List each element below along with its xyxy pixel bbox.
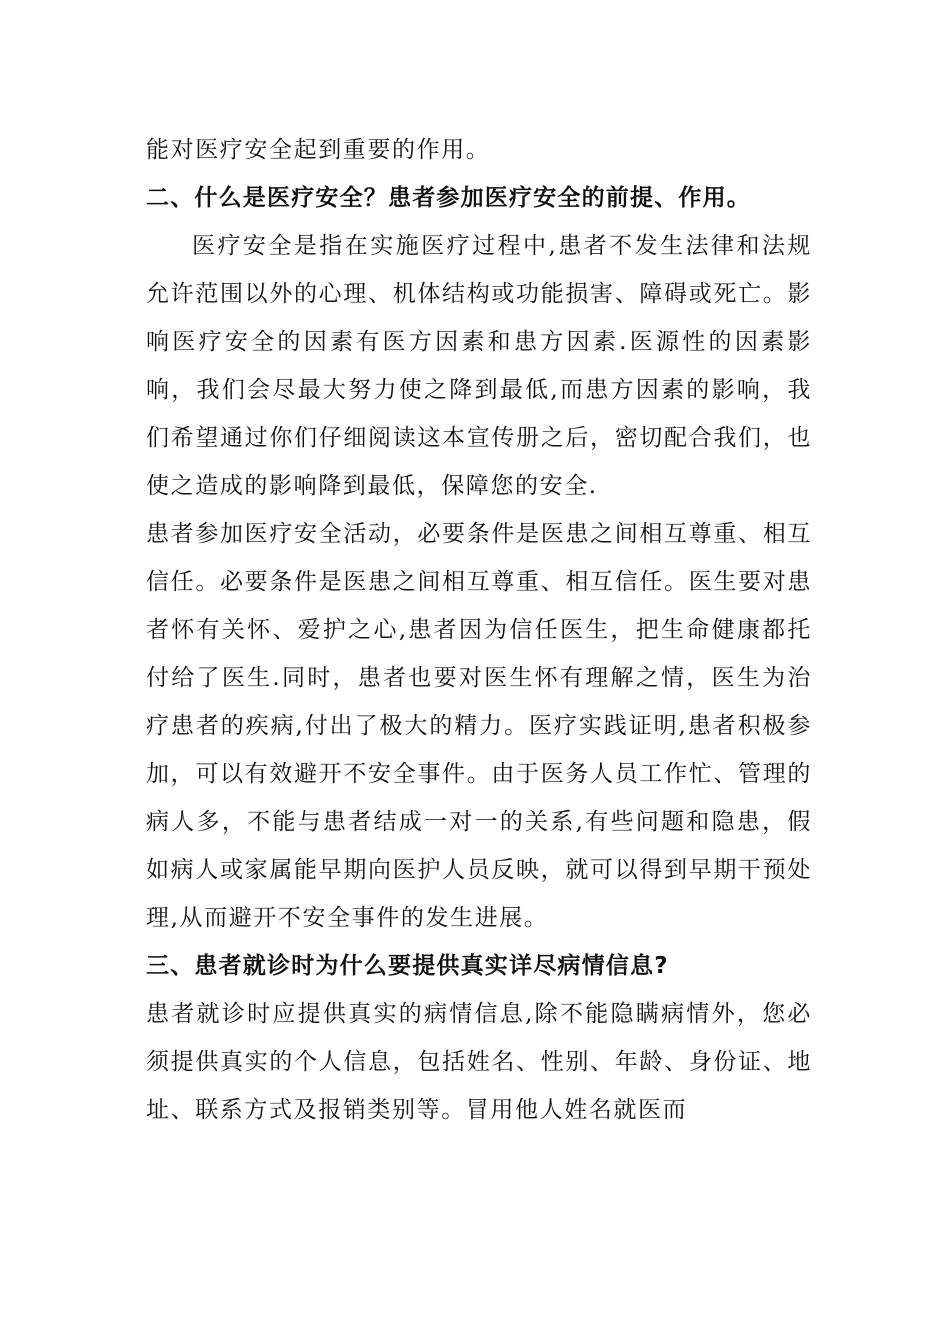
paragraph-continuation: 能对医疗安全起到重要的作用。: [146, 137, 491, 163]
section-heading-2: 二、什么是医疗安全？患者参加医疗安全的前提、作用。: [146, 185, 751, 211]
section-heading-3: 三、患者就诊时为什么要提供真实详尽病情信息?: [146, 953, 669, 979]
paragraph-patient-participation: 患者参加医疗安全活动，必要条件是医患之间相互尊重、相互信任。必要条件是医患之间相互尊重、相互信任。医生要对患者怀有关怀、爱护之心,患者因为信任医生，把生命健康都托付给了医生.同时，患者也要对医生怀有理解之情，医生为治疗患者的疾病,付出了极大的精力。医疗实践证明,患者积极参加，可以有效避开不安全事件。由于医务人员工作忙、管理的病人多，不能与患者结成一对一的关系,有些问题和隐患，假如病人或家属能早期向医护人员反映，就可以得到早期干预处理,从而避开不安全事件的发生进展。: [146, 521, 812, 931]
paragraph-medical-safety-definition: 医疗安全是指在实施医疗过程中,患者不发生法律和法规允许范围以外的心理、机体结构或功能损害、障碍或死亡。影响医疗安全的因素有医方因素和患方因素.医源性的因素影响，我们会尽最大努力使之降到最低,而患方因素的影响，我们希望通过你们仔细阅读这本宣传册之后，密切配合我们，也使之造成的影响降到最低，保障您的安全.: [146, 233, 812, 499]
document-body: [146, 126, 812, 1134]
paragraph-truthful-information: 患者就诊时应提供真实的病情信息,除不能隐瞒病情外，您必须提供真实的个人信息，包括姓名、性别、年龄、身份证、地址、联系方式及报销类别等。冒用他人姓名就医而: [146, 1001, 812, 1123]
